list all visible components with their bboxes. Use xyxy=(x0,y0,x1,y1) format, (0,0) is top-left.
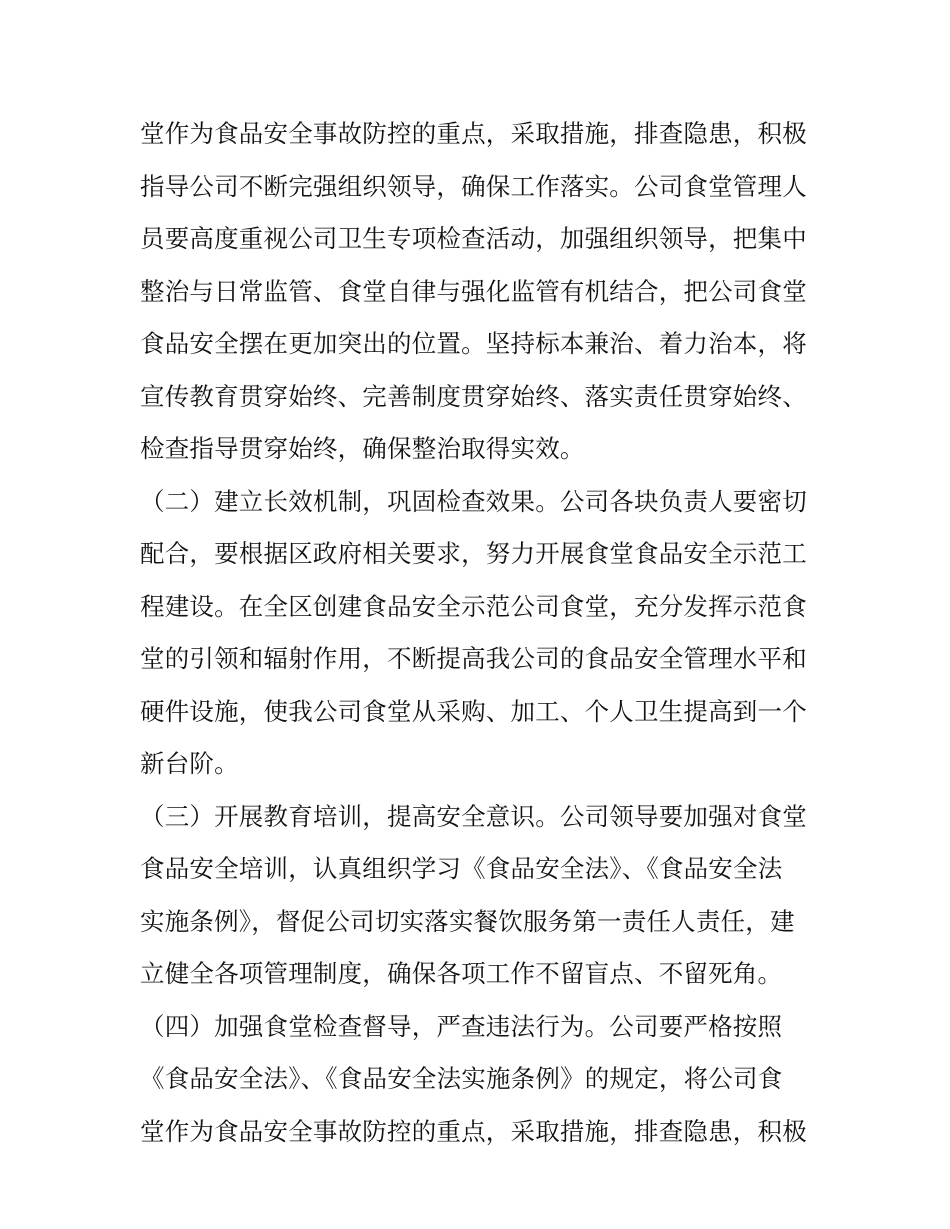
text-line: 食品安全培训，认真组织学习《食品安全法》、《食品安全法 xyxy=(140,854,783,883)
text-line: 食品安全摆在更加突出的位置。坚持标本兼治、着力治本，将 xyxy=(140,329,807,358)
text-line: 指导公司不断完强组织领导，确保工作落实。公司食堂管理人 xyxy=(140,171,807,201)
text-line: 《食品安全法》、《食品安全法实施条例》的规定，将公司食 xyxy=(140,1064,783,1093)
text-line: 员要高度重视公司卫生专项检查活动，加强组织领导，把集中 xyxy=(140,224,807,253)
text-line: 堂作为食品安全事故防控的重点，采取措施，排查隐患，积极 xyxy=(140,119,807,148)
document-body xyxy=(140,108,820,1158)
text-line: 立健全各项管理制度，确保各项工作不留盲点、不留死角。 xyxy=(140,959,783,988)
text-line: 整治与日常监管、食堂自律与强化监管有机结合，把公司食堂 xyxy=(140,276,807,306)
text-line: （四）加强食堂检查督导，严查违法行为。公司要严格按照 xyxy=(140,1011,783,1041)
text-line: 宣传教育贯穿始终、完善制度贯穿始终、落实责任贯穿始终、 xyxy=(140,381,807,411)
text-line: 配合，要根据区政府相关要求，努力开展食堂食品安全示范工 xyxy=(140,539,807,568)
text-line: （三）开展教育培训，提高安全意识。公司领导要加强对食堂 xyxy=(140,801,807,831)
text-line: 程建设。在全区创建食品安全示范公司食堂，充分发挥示范食 xyxy=(140,591,807,621)
text-line: 堂作为食品安全事故防控的重点，采取措施，排查隐患，积极 xyxy=(140,1116,807,1146)
text-line: 硬件设施，使我公司食堂从采购、加工、个人卫生提高到一个 xyxy=(140,696,807,726)
text-line: 检查指导贯穿始终，确保整治取得实效。 xyxy=(140,434,585,463)
text-line: 新台阶。 xyxy=(140,749,239,778)
text-line: 实施条例》，督促公司切实落实餐饮服务第一责任人责任，建 xyxy=(140,906,795,936)
text-line: （二）建立长效机制，巩固检查效果。公司各块负责人要密切 xyxy=(140,486,807,516)
text-line: 堂的引领和辐射作用，不断提高我公司的食品安全管理水平和 xyxy=(140,644,807,673)
